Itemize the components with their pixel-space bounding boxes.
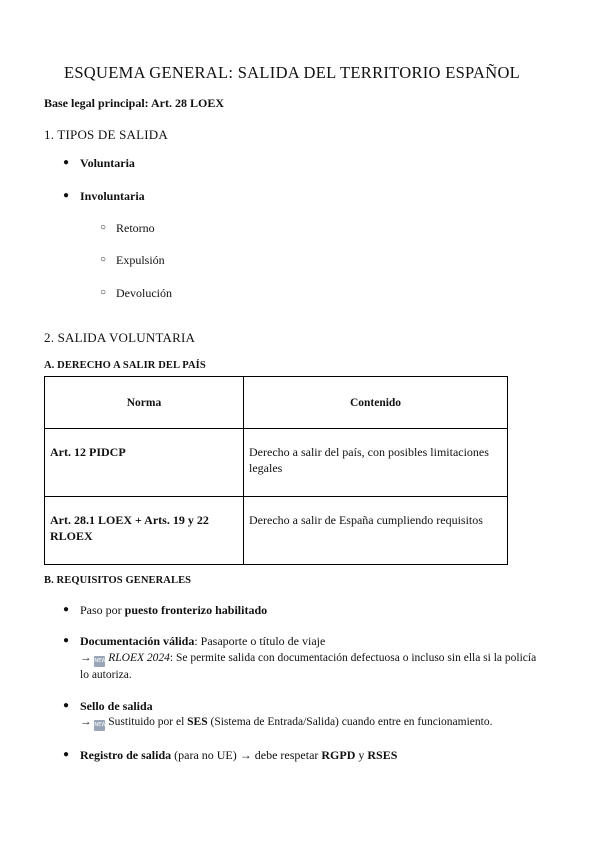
bullet-icon: ● xyxy=(63,157,70,168)
sublist-item-expulsion: Expulsión xyxy=(116,253,165,267)
table-cell-norma: Art. 12 PIDCP xyxy=(50,445,126,459)
table-header-contenido: Contenido xyxy=(244,377,508,429)
list-item-involuntaria: Involuntaria xyxy=(80,189,145,203)
table-row xyxy=(45,429,508,497)
table-header-row xyxy=(45,377,508,429)
req-text: (para no UE) → debe respetar xyxy=(171,748,322,762)
table-header-norma: Norma xyxy=(45,377,244,429)
bullet-icon: ● xyxy=(63,604,70,615)
list-item-voluntaria: Voluntaria xyxy=(80,156,135,170)
bullet-icon: ● xyxy=(63,749,70,760)
sublist-item-retorno: Retorno xyxy=(116,221,155,235)
note-bold: SES xyxy=(187,716,208,728)
new-icon: NEW xyxy=(94,720,105,731)
table-cell-contenido: Derecho a salir del país, con posibles limitaciones legales xyxy=(249,445,489,475)
requirement-documentacion-note xyxy=(80,650,540,683)
bullet-icon: ● xyxy=(63,635,70,646)
req-bold-text: RSES xyxy=(367,748,398,762)
req-text: : Pasaporte o título de viaje xyxy=(194,634,326,648)
section-2-heading: 2. SALIDA VOLUNTARIA xyxy=(44,330,196,345)
sublist-item-devolucion: Devolución xyxy=(116,286,172,300)
req-bold-text: puesto fronterizo habilitado xyxy=(124,603,268,617)
req-bold-text: Documentación válida xyxy=(80,634,195,648)
note-italic: RLOEX 2024 xyxy=(108,652,170,664)
subsection-b-heading: B. REQUISITOS GENERALES xyxy=(44,575,192,586)
section-1-heading: 1. TIPOS DE SALIDA xyxy=(44,127,168,142)
req-text: y xyxy=(355,748,368,762)
note-text: : Se permite salida con documentación defectuosa o incluso sin ella si la policía lo autoriza. xyxy=(80,652,537,681)
sub-bullet-icon: ○ xyxy=(100,287,107,298)
requirement-puesto-fronterizo xyxy=(80,602,267,618)
sub-bullet-icon: ○ xyxy=(100,222,107,233)
table-row xyxy=(45,497,508,565)
rights-table xyxy=(44,376,508,565)
sub-bullet-icon: ○ xyxy=(100,254,107,265)
table-cell-norma: Art. 28.1 LOEX + Arts. 19 y 22 RLOEX xyxy=(50,513,209,543)
note-text: (Sistema de Entrada/Salida) cuando entre en funcionamiento. xyxy=(207,716,493,728)
table-cell xyxy=(244,429,508,497)
base-legal: Base legal principal: Art. 28 LOEX xyxy=(44,96,224,110)
bullet-icon: ● xyxy=(63,700,70,711)
arrow-icon: → xyxy=(80,716,92,728)
table-cell xyxy=(244,497,508,565)
bullet-icon: ● xyxy=(63,190,70,201)
table-cell xyxy=(45,497,244,565)
new-icon: NEW xyxy=(94,656,105,667)
req-text: Paso por xyxy=(80,603,125,617)
note-text: Sustituido por el xyxy=(105,716,188,728)
subsection-a-heading: A. DERECHO A SALIR DEL PAÍS xyxy=(44,360,206,371)
document-title: ESQUEMA GENERAL: SALIDA DEL TERRITORIO ESPAÑOL xyxy=(63,63,521,82)
table-cell-contenido: Derecho a salir de España cumpliendo requisitos xyxy=(249,513,483,527)
requirement-registro-salida xyxy=(80,747,397,763)
table-cell xyxy=(45,429,244,497)
requirement-documentacion xyxy=(80,633,325,649)
requirement-sello-salida: Sello de salida xyxy=(80,699,153,713)
req-bold-text: Registro de salida xyxy=(80,748,172,762)
requirement-sello-note xyxy=(80,714,550,731)
arrow-icon: → xyxy=(80,652,92,664)
req-bold-text: RGPD xyxy=(321,748,356,762)
